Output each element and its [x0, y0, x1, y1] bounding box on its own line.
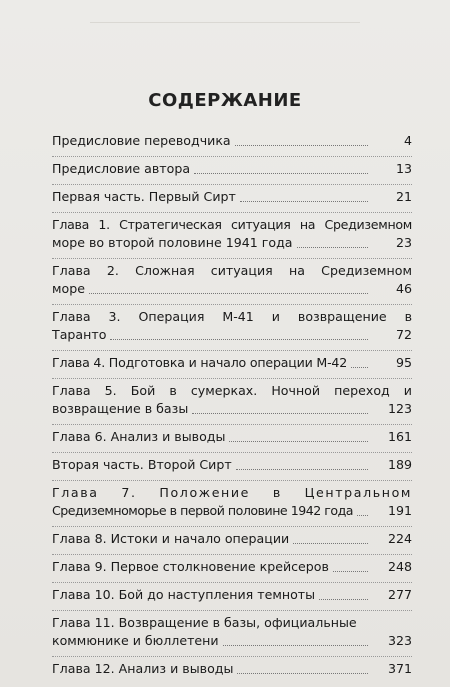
toc-page-number: 189	[387, 457, 412, 472]
leader-rule	[237, 672, 368, 674]
toc-page-number: 4	[403, 133, 412, 148]
toc-page-number: 23	[395, 235, 412, 250]
toc-entry-title-line: Средиземноморье в первой половине 1942 года	[52, 503, 353, 518]
toc-entry-title: Вторая часть. Второй Сирт	[52, 457, 232, 472]
toc-entry-title-line: Глава 1. Стратегическая ситуация на Средиземном	[52, 217, 412, 232]
toc-entry	[52, 212, 412, 252]
toc-entry	[52, 582, 412, 604]
toc-entry	[52, 184, 412, 206]
toc-page-number: 95	[395, 355, 412, 370]
toc-entry	[52, 132, 412, 150]
toc-entry-title-line: возвращение в базы	[52, 401, 189, 416]
leader-rule	[319, 598, 368, 600]
page-title: СОДЕРЖАНИЕ	[148, 90, 302, 111]
toc-entry	[52, 378, 412, 418]
toc-entry-title-line: море во второй половине 1941 года	[52, 235, 293, 250]
toc-entry-title: Предисловие переводчика	[52, 133, 231, 148]
leader-rule	[192, 412, 368, 414]
toc-entry-title: Глава 6. Анализ и выводы	[52, 429, 226, 444]
leader-rule	[235, 144, 368, 146]
toc-entry-title-line: коммюнике и бюллетени	[52, 633, 219, 648]
toc-entry-title: Глава 9. Первое столкновение крейсеров	[52, 559, 329, 574]
toc-entry	[52, 424, 412, 446]
leader-rule	[357, 514, 368, 516]
toc-entry-title-line: Глава 5. Бой в сумерках. Ночной переход и	[52, 383, 412, 398]
toc-page-number: 46	[395, 281, 412, 296]
table-of-contents	[52, 132, 412, 684]
leader-rule	[223, 644, 368, 646]
toc-page-number: 277	[387, 587, 412, 602]
leader-rule	[89, 292, 368, 294]
toc-entry-title: Глава 8. Истоки и начало операции	[52, 531, 290, 546]
toc-entry	[52, 480, 412, 520]
toc-entry-title: Глава 4. Подготовка и начало операции М-42	[52, 355, 348, 370]
leader-rule	[240, 200, 368, 202]
toc-entry-title: Глава 12. Анализ и выводы	[52, 661, 234, 676]
toc-page-number: 323	[387, 633, 412, 648]
toc-entry	[52, 156, 412, 178]
toc-entry-title-line: Глава 2. Сложная ситуация на Средиземном	[52, 263, 412, 278]
toc-entry-title-line: Глава 7. Положение в Центральном	[52, 485, 412, 500]
toc-page-number: 123	[387, 401, 412, 416]
toc-entry	[52, 452, 412, 474]
leader-rule	[229, 440, 368, 442]
leader-rule	[333, 570, 368, 572]
toc-entry	[52, 656, 412, 678]
toc-entry	[52, 526, 412, 548]
toc-page-number: 21	[395, 189, 412, 204]
toc-entry-title: Предисловие автора	[52, 161, 191, 176]
toc-entry	[52, 610, 412, 650]
running-head-rule	[90, 14, 360, 23]
toc-page-number: 13	[395, 161, 412, 176]
toc-entry-title-line: Глава 11. Возвращение в базы, официальные	[52, 615, 357, 630]
toc-entry-title-line: море	[52, 281, 85, 296]
toc-entry	[52, 258, 412, 298]
toc-entry-title-line: Таранто	[52, 327, 107, 342]
toc-page-number: 371	[387, 661, 412, 676]
toc-entry-title: Первая часть. Первый Сирт	[52, 189, 236, 204]
leader-rule	[293, 542, 368, 544]
toc-entry	[52, 304, 412, 344]
toc-page-number: 72	[395, 327, 412, 342]
leader-rule	[351, 366, 368, 368]
toc-entry	[52, 554, 412, 576]
toc-page-number: 191	[387, 503, 412, 518]
leader-rule	[297, 246, 368, 248]
toc-entry	[52, 350, 412, 372]
toc-page-number: 248	[387, 559, 412, 574]
toc-entry-title-line: Глава 3. Операция М-41 и возвращение в	[52, 309, 412, 324]
toc-entry-title: Глава 10. Бой до наступления темноты	[52, 587, 316, 602]
leader-rule	[236, 468, 368, 470]
leader-rule	[194, 172, 368, 174]
leader-rule	[110, 338, 368, 340]
toc-page-number: 161	[387, 429, 412, 444]
toc-page-number: 224	[387, 531, 412, 546]
